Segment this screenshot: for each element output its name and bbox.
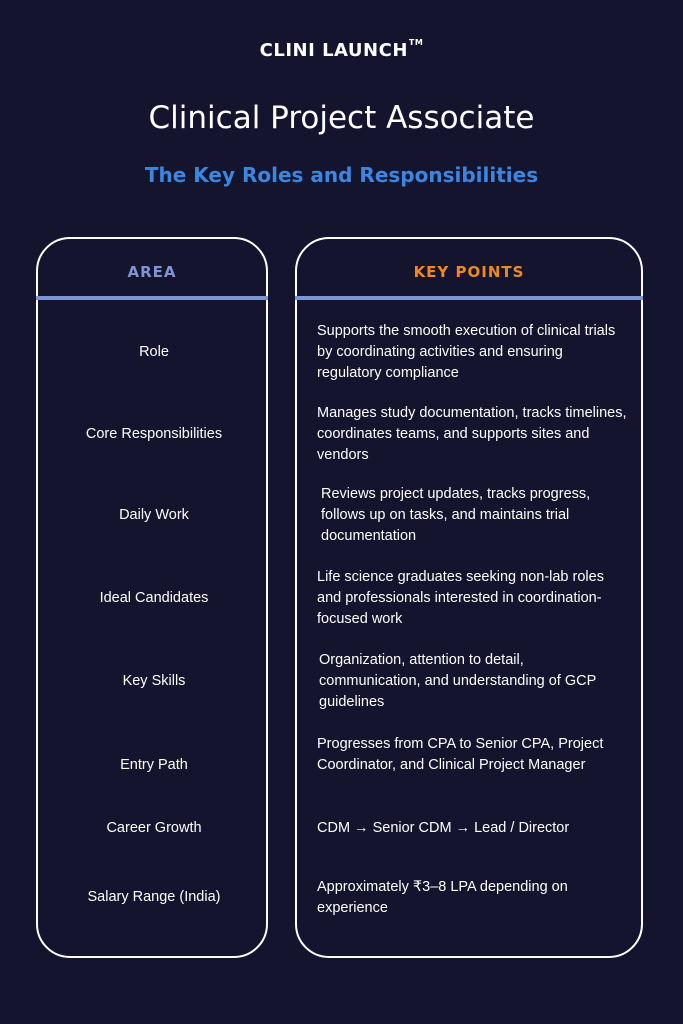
key-cell-entry-path: Progresses from CPA to Senior CPA, Project Coordinator, and Clinical Project Manager bbox=[317, 736, 604, 773]
area-cell-daily-work: Daily Work bbox=[119, 507, 189, 523]
key-points-header-divider bbox=[295, 296, 643, 300]
area-header-divider bbox=[36, 296, 268, 300]
brand-logo bbox=[0, 40, 683, 61]
key-points-column bbox=[295, 237, 643, 958]
key-cell-ideal-candidates: Life science graduates seeking non-lab roles and professionals interested in coordination-focused work bbox=[317, 569, 604, 627]
key-points-column-header: KEY POINTS bbox=[413, 263, 525, 281]
area-cell-career-growth: Career Growth bbox=[106, 820, 202, 836]
key-cell-role: Supports the smooth execution of clinical trials by coordinating activities and ensuring regulatory compliance bbox=[317, 323, 616, 381]
area-cell-ideal-candidates: Ideal Candidates bbox=[99, 590, 209, 606]
key-cell-career-growth: CDM → Senior CDM → Lead / Director bbox=[317, 820, 570, 836]
area-column bbox=[36, 237, 268, 958]
trademark-mark: TM bbox=[408, 38, 424, 47]
area-cell-salary-range: Salary Range (India) bbox=[87, 889, 221, 905]
area-cell-entry-path: Entry Path bbox=[120, 757, 188, 773]
area-cell-key-skills: Key Skills bbox=[122, 673, 186, 689]
page-subtitle: The Key Roles and Responsibilities bbox=[144, 163, 539, 187]
area-cell-role: Role bbox=[139, 344, 169, 360]
key-cell-key-skills: Organization, attention to detail, communication, and understanding of GCP guidelines bbox=[319, 652, 597, 710]
area-column-header: AREA bbox=[127, 263, 177, 281]
key-cell-salary-range: Approximately ₹3–8 LPA depending on experience bbox=[317, 879, 568, 916]
page-title: Clinical Project Associate bbox=[148, 100, 535, 136]
key-cell-core-responsibilities: Manages study documentation, tracks timelines, coordinates teams, and supports sites and vendors bbox=[317, 405, 627, 463]
key-cell-daily-work: Reviews project updates, tracks progress, follows up on tasks, and maintains trial documentation bbox=[321, 486, 591, 544]
brand-name: CLINI LAUNCH bbox=[259, 40, 408, 61]
area-cell-core-responsibilities: Core Responsibilities bbox=[85, 426, 223, 442]
